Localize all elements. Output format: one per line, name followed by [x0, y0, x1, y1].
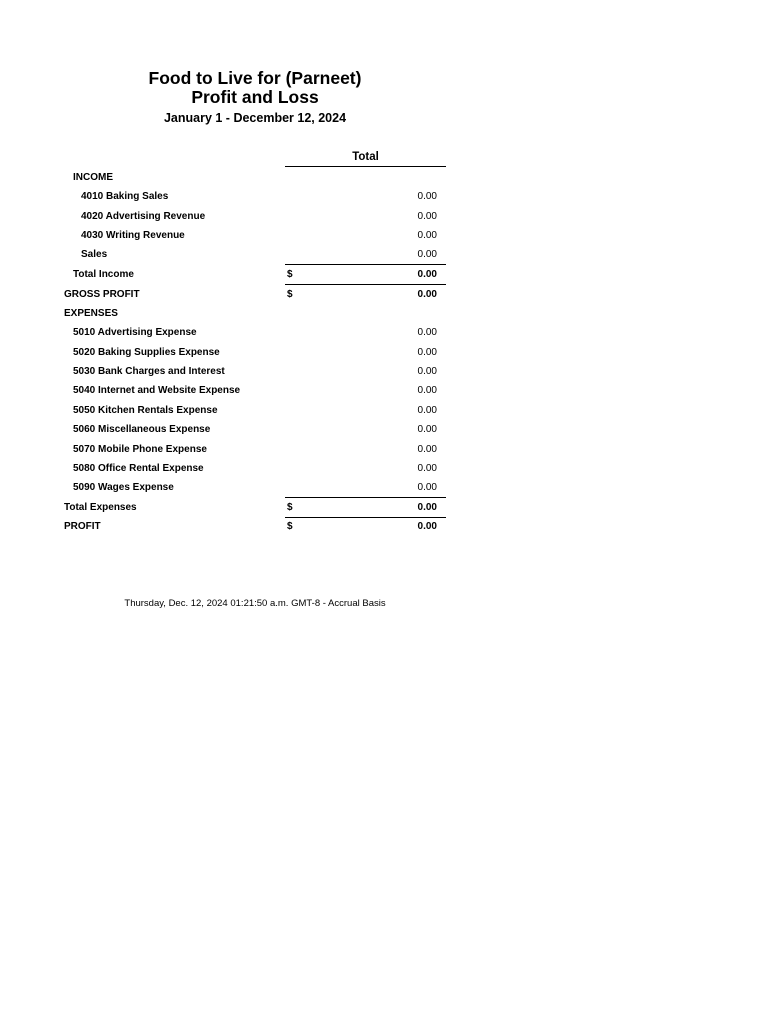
- line-label: 5010 Advertising Expense: [73, 327, 197, 338]
- expense-line-wages: [60, 479, 446, 498]
- gross-profit-amount: 0.00: [417, 289, 437, 300]
- income-heading-label: INCOME: [73, 172, 113, 183]
- income-section-heading: [60, 169, 446, 188]
- income-line-baking-sales: [60, 188, 446, 207]
- line-amount: 0.00: [417, 249, 437, 260]
- income-line-advertising-revenue: [60, 208, 446, 227]
- line-amount: 0.00: [417, 405, 437, 416]
- line-amount: 0.00: [417, 211, 437, 222]
- total-income-label: Total Income: [73, 269, 134, 280]
- line-amount: 0.00: [417, 463, 437, 474]
- line-label: 5050 Kitchen Rentals Expense: [73, 405, 218, 416]
- expense-line-baking-supplies: [60, 344, 446, 363]
- line-amount: 0.00: [417, 444, 437, 455]
- currency-symbol: $: [287, 269, 293, 280]
- line-label: 5090 Wages Expense: [73, 482, 174, 493]
- line-label: 4010 Baking Sales: [81, 191, 169, 202]
- currency-symbol: $: [287, 521, 293, 532]
- line-label: 4020 Advertising Revenue: [81, 211, 206, 222]
- gross-profit-row: [60, 286, 446, 305]
- expense-line-advertising: [60, 324, 446, 343]
- currency-symbol: $: [287, 502, 293, 513]
- company-name: Food to Live for (Parneet): [148, 68, 362, 88]
- gross-profit-label: GROSS PROFIT: [64, 289, 140, 300]
- line-label: 5040 Internet and Website Expense: [73, 385, 241, 396]
- line-label: 4030 Writing Revenue: [81, 230, 185, 241]
- profit-amount: 0.00: [417, 521, 437, 532]
- expense-line-kitchen-rentals: [60, 402, 446, 421]
- total-expenses-row: [60, 499, 446, 518]
- total-expenses-amount: 0.00: [417, 502, 437, 513]
- line-label: 5020 Baking Supplies Expense: [73, 347, 220, 358]
- profit-label: PROFIT: [64, 521, 101, 532]
- report-footer-timestamp: Thursday, Dec. 12, 2024 01:21:50 a.m. GMT-8 - Accrual Basis: [124, 598, 386, 609]
- line-amount: 0.00: [417, 424, 437, 435]
- line-label: 5080 Office Rental Expense: [73, 463, 204, 474]
- line-amount: 0.00: [417, 385, 437, 396]
- line-amount: 0.00: [417, 347, 437, 358]
- expense-line-internet-website: [60, 382, 446, 401]
- line-amount: 0.00: [417, 366, 437, 377]
- line-label: 5060 Miscellaneous Expense: [73, 424, 211, 435]
- expenses-section-heading: [60, 305, 446, 324]
- currency-symbol: $: [287, 289, 293, 300]
- line-amount: 0.00: [417, 191, 437, 202]
- expense-line-office-rental: [60, 460, 446, 479]
- line-amount: 0.00: [417, 230, 437, 241]
- total-column-header: Total: [285, 151, 446, 167]
- total-income-row: [60, 266, 446, 285]
- expense-line-mobile-phone: [60, 441, 446, 460]
- line-label: Sales: [81, 249, 108, 260]
- profit-row: [60, 518, 446, 537]
- income-line-sales: [60, 246, 446, 265]
- report-title: Profit and Loss: [191, 87, 319, 107]
- line-label: 5030 Bank Charges and Interest: [73, 366, 225, 377]
- expenses-heading-label: EXPENSES: [64, 308, 118, 319]
- total-income-amount: 0.00: [417, 269, 437, 280]
- expense-line-bank-charges: [60, 363, 446, 382]
- expense-line-miscellaneous: [60, 421, 446, 440]
- income-line-writing-revenue: [60, 227, 446, 246]
- total-expenses-label: Total Expenses: [64, 502, 137, 513]
- line-amount: 0.00: [417, 327, 437, 338]
- report-period: January 1 - December 12, 2024: [163, 111, 347, 125]
- line-label: 5070 Mobile Phone Expense: [73, 444, 207, 455]
- line-amount: 0.00: [417, 482, 437, 493]
